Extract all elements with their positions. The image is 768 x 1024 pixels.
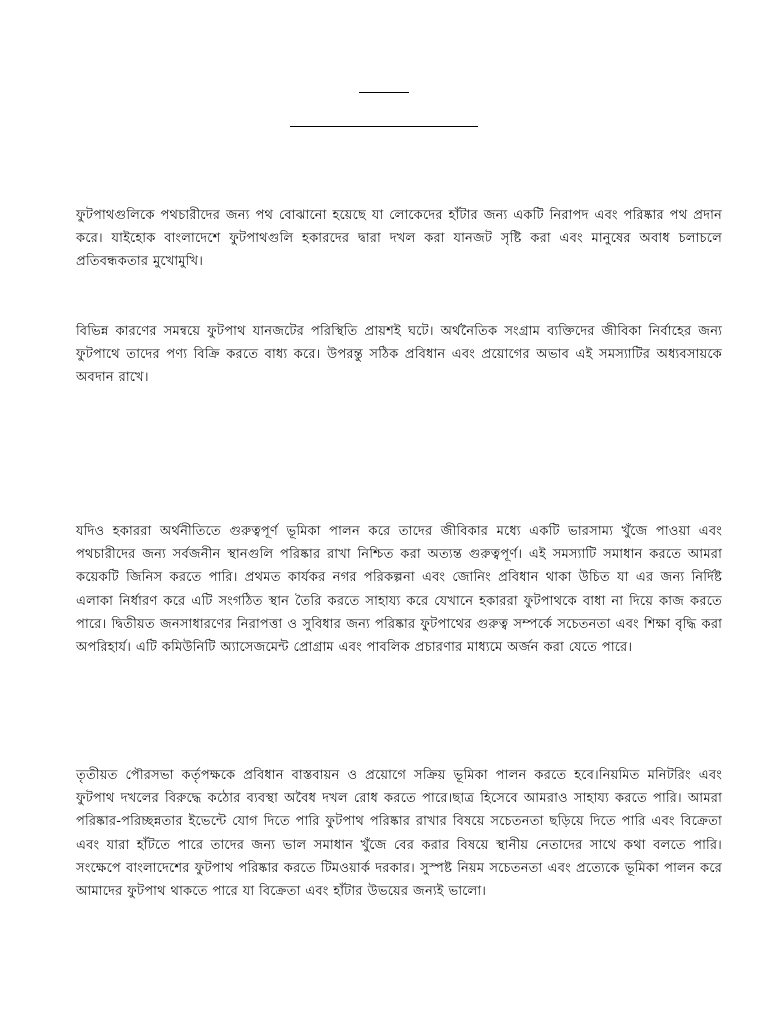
paragraph-conclusion: তৃতীয়ত পৌরসভা কর্তৃপক্ষকে প্রবিধান বাস্তবায়ন ও প্রয়োগে সক্রিয় ভূমিকা পালন করতে হবে।নিয়মিত মনিটরিং এবং ফুটপাথ দখলের বিরুদ্ধে কঠোর ব্যবস্থা অবৈধ দখল রোধ করতে পারে।ছাত্র হিসেবে আমরাও সাহায্য করতে পারি। আমরা পরিষ্কার-পরিচ্ছন্নতার ইভেন্টে যোগ দিতে পারি ফুটপাথ পরিষ্কার রাখার বিষয়ে সচেতনতা ছড়িয়ে দিতে পারি এবং বিক্রেতা এবং যারা হাঁটতে পারে তাদের জন্য ভাল সমাধান খুঁজে বের করার বিষয়ে স্থানীয় নেতাদের সাথে কথা বলতে পারি। সংক্ষেপে বাংলাদেশের ফুটপাথ পরিষ্কার করতে টিমওয়ার্ক দরকার। সুস্পষ্ট নিয়ম সচেতনতা এবং প্রত্যেকে ভূমিকা পালন করে আমাদের ফুটপাথ থাকতে পারে যা বিক্রেতা এবং হাঁটার উভয়ের জন্যই ভালো। [76,768,722,900]
paragraph-introduction: ফুটপাথগুলিকে পথচারীদের জন্য পথ বোঝানো হয়েছে যা লোকেদের হাঁটার জন্য একটি নিরাপদ এবং পরিষ্কার পথ প্রদান করে। যাইহোক বাংলাদেশে ফুটপাথগুলি হকারদের দ্বারা দখল করা যানজট সৃষ্টি করা এবং মানুষের অবাধ চলাচলে প্রতিবন্ধকতার মুখোমুখি। [76,208,722,270]
subtitle-placeholder-line [290,126,478,127]
paragraph-solutions: যদিও হকাররা অর্থনীতিতে গুরুত্বপূর্ণ ভূমিকা পালন করে তাদের জীবিকার মধ্যে একটি ভারসাম্য খুঁজে পাওয়া এবং পথচারীদের জন্য সর্বজনীন স্থানগুলি পরিষ্কার রাখা নিশ্চিত করা অত্যন্ত গুরুত্বপূর্ণ। এই সমস্যাটি সমাধান করতে আমরা কয়েকটি জিনিস করতে পারি। প্রথমত কার্যকর নগর পরিকল্পনা এবং জোনিং প্রবিধান থাকা উচিত যা এর জন্য নির্দিষ্ট এলাকা নির্ধারণ করে এটি সংগঠিত স্থান তৈরি করতে সাহায্য করে যেখানে হকাররা ফুটপাথকে বাধা না দিয়ে কাজ করতে পারে। দ্বিতীয়ত জনসাধারণের নিরাপত্তা ও সুবিধার জন্য পরিষ্কার ফুটপাথের গুরুত্ব সম্পর্কে সচেতনতা এবং শিক্ষা বৃদ্ধি করা অপরিহার্য। এটি কমিউনিটি অ্যাসেজমেন্ট প্রোগ্রাম এবং পাবলিক প্রচারণার মাধ্যমে অর্জন করা যেতে পারে। [76,524,722,656]
title-placeholder-line [359,92,409,93]
paragraph-causes: বিভিন্ন কারণের সমন্বয়ে ফুটপাথ যানজটের পরিস্থিতি প্রায়শই ঘটে। অর্থনৈতিক সংগ্রাম ব্যক্তিদের জীবিকা নির্বাহের জন্য ফুটপাথে তাদের পণ্য বিক্রি করতে বাধ্য করে। উপরন্তু সঠিক প্রবিধান এবং প্রয়োগের অভাব এই সমস্যাটির অধ্যবসায়কে অবদান রাখে। [76,324,722,386]
